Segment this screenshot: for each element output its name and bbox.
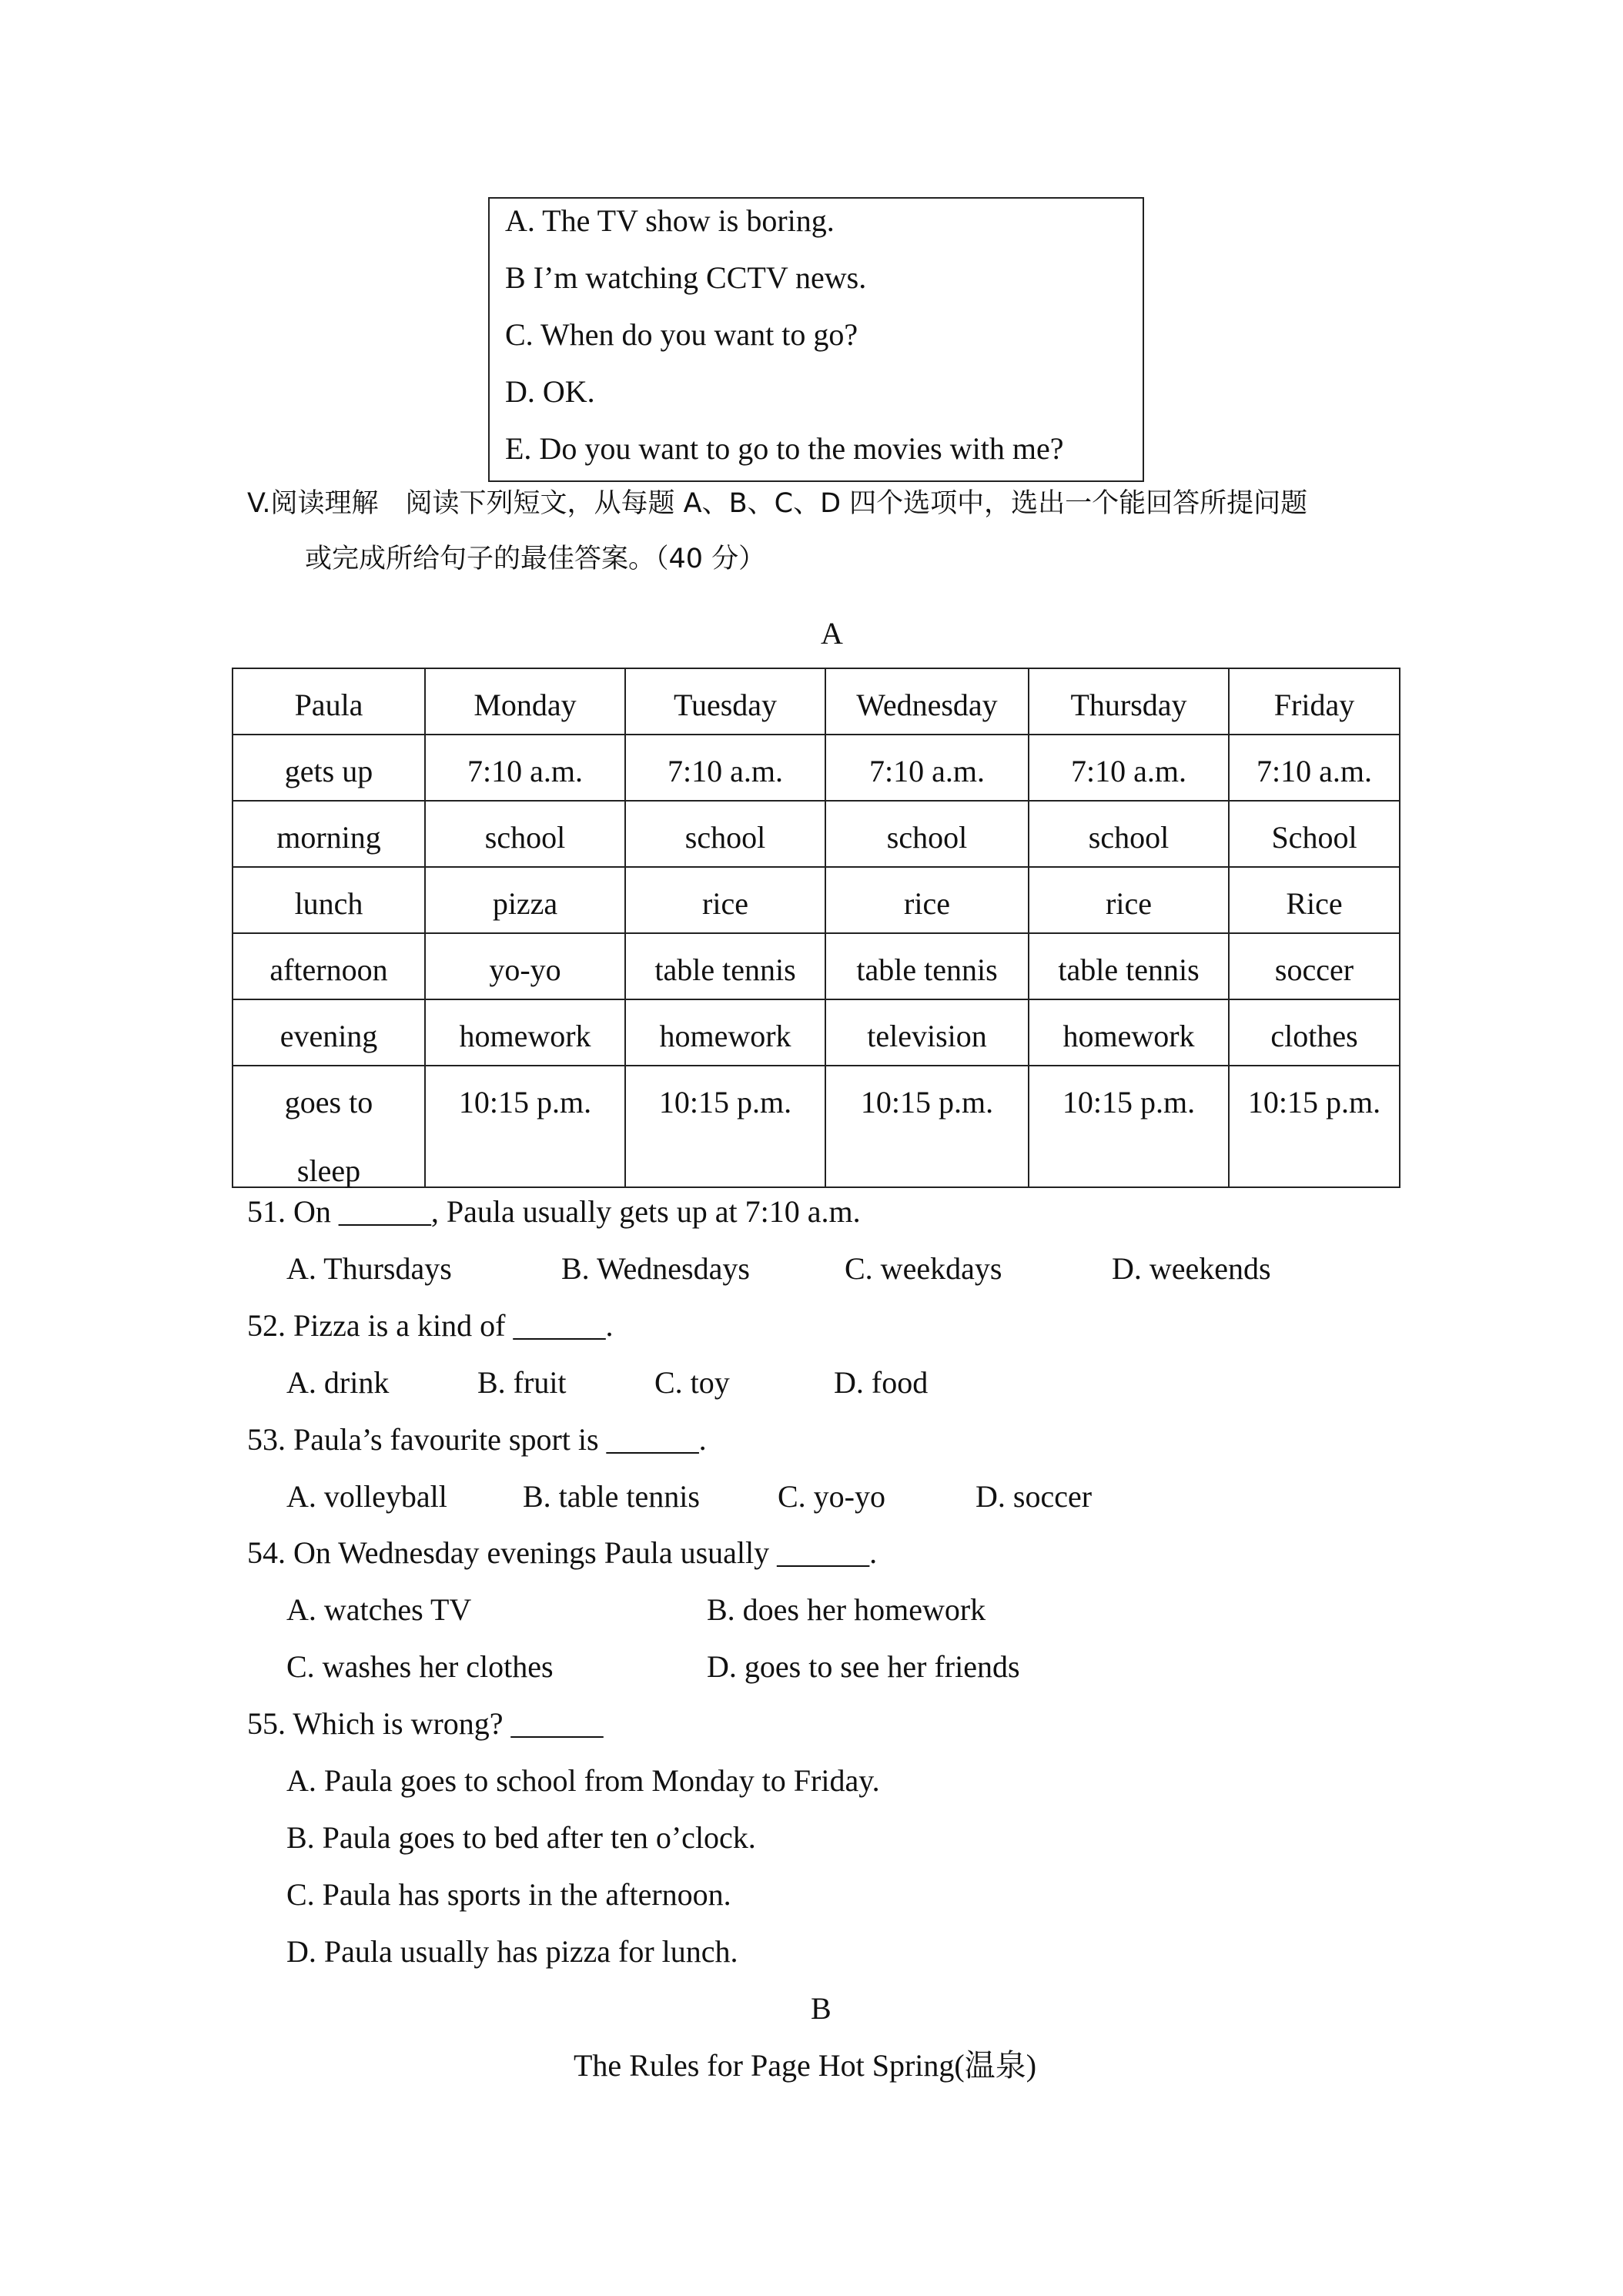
table-cell: School: [1229, 801, 1400, 867]
table-cell: 10:15 p.m.: [1229, 1066, 1400, 1187]
table-row: [233, 933, 1400, 999]
table-cell: morning: [233, 801, 425, 867]
passage-b-label: B: [811, 1991, 832, 2026]
question-53-option-c: C. yo-yo: [778, 1479, 885, 1514]
box-option-c: C. When do you want to go?: [505, 317, 858, 352]
question-52-option-d: D. food: [834, 1365, 929, 1400]
question-54-option-c: C. washes her clothes: [286, 1649, 554, 1684]
question-53-option-a: A. volleyball: [286, 1479, 447, 1514]
table-cell: school: [1029, 801, 1229, 867]
table-row: [233, 999, 1400, 1066]
answer-options-box: [488, 197, 1144, 482]
question-55-option-d: D. Paula usually has pizza for lunch.: [286, 1934, 738, 1969]
schedule-table: [232, 668, 1400, 1188]
question-52-stem: 52. Pizza is a kind of ______.: [247, 1308, 614, 1343]
box-option-a: A. The TV show is boring.: [505, 203, 835, 238]
table-cell: Rice: [1229, 867, 1400, 933]
question-54-option-d: D. goes to see her friends: [707, 1649, 1020, 1684]
table-row: [233, 735, 1400, 801]
table-cell: school: [425, 801, 625, 867]
section-heading-line2: 或完成所给句子的最佳答案。（40 分）: [305, 544, 766, 574]
table-cell: 10:15 p.m.: [625, 1066, 825, 1187]
question-55-stem: 55. Which is wrong? ______: [247, 1706, 604, 1741]
table-cell: afternoon: [233, 933, 425, 999]
question-55-option-c: C. Paula has sports in the afternoon.: [286, 1877, 731, 1912]
table-header-cell: Monday: [425, 668, 625, 735]
table-cell: television: [825, 999, 1029, 1066]
question-53-option-d: D. soccer: [975, 1479, 1093, 1514]
table-cell: 7:10 a.m.: [1229, 735, 1400, 801]
table-cell: school: [825, 801, 1029, 867]
section-heading-line1: V.阅读理解 阅读下列短文，从每题 A、B、C、D 四个选项中，选出一个能回答所提问题: [247, 488, 1308, 519]
table-header-cell: Tuesday: [625, 668, 825, 735]
box-option-b: B I’m watching CCTV news.: [505, 260, 867, 295]
question-51-stem: 51. On ______, Paula usually gets up at 7:10 a.m.: [247, 1194, 861, 1229]
table-cell: 10:15 p.m.: [1029, 1066, 1229, 1187]
table-cell: table tennis: [1029, 933, 1229, 999]
table-cell: 10:15 p.m.: [425, 1066, 625, 1187]
passage-b-title: The Rules for Page Hot Spring(温泉): [574, 2048, 1037, 2083]
passage-a-label: A: [821, 616, 843, 651]
table-cell-second-line: sleep: [296, 1153, 361, 1188]
question-51-option-d: D. weekends: [1112, 1251, 1271, 1286]
question-54-option-b: B. does her homework: [707, 1592, 986, 1627]
table-cell: homework: [625, 999, 825, 1066]
box-option-d: D. OK.: [505, 374, 595, 409]
question-55-option-a: A. Paula goes to school from Monday to Friday.: [286, 1763, 880, 1798]
table-row: [233, 801, 1400, 867]
question-52-option-c: C. toy: [654, 1365, 730, 1400]
table-cell: goes to sleep: [233, 1066, 425, 1187]
question-52-option-b: B. fruit: [477, 1365, 567, 1400]
question-53-option-b: B. table tennis: [523, 1479, 700, 1514]
box-option-e: E. Do you want to go to the movies with me?: [505, 431, 1064, 466]
table-cell: 7:10 a.m.: [425, 735, 625, 801]
table-cell: soccer: [1229, 933, 1400, 999]
table-row: [233, 867, 1400, 933]
table-header-cell: Paula: [233, 668, 425, 735]
table-cell: lunch: [233, 867, 425, 933]
table-cell: rice: [1029, 867, 1229, 933]
table-cell: table tennis: [825, 933, 1029, 999]
table-cell: school: [625, 801, 825, 867]
table-cell: homework: [1029, 999, 1229, 1066]
table-header-cell: Wednesday: [825, 668, 1029, 735]
table-header-cell: Thursday: [1029, 668, 1229, 735]
table-cell: clothes: [1229, 999, 1400, 1066]
question-53-stem: 53. Paula’s favourite sport is ______.: [247, 1422, 707, 1457]
question-51-option-a: A. Thursdays: [286, 1251, 452, 1286]
question-52-option-a: A. drink: [286, 1365, 390, 1400]
table-cell: 7:10 a.m.: [825, 735, 1029, 801]
table-cell: rice: [825, 867, 1029, 933]
table-cell: rice: [625, 867, 825, 933]
table-header-row: [233, 668, 1400, 735]
table-cell: 7:10 a.m.: [1029, 735, 1229, 801]
table-cell: gets up: [233, 735, 425, 801]
table-cell: homework: [425, 999, 625, 1066]
table-cell: 7:10 a.m.: [625, 735, 825, 801]
table-cell: evening: [233, 999, 425, 1066]
table-header-cell: Friday: [1229, 668, 1400, 735]
question-54-option-a: A. watches TV: [286, 1592, 472, 1627]
table-cell: yo-yo: [425, 933, 625, 999]
question-54-stem: 54. On Wednesday evenings Paula usually ______.: [247, 1535, 878, 1570]
question-51-option-c: C. weekdays: [845, 1251, 1002, 1286]
table-cell: pizza: [425, 867, 625, 933]
question-51-option-b: B. Wednesdays: [561, 1251, 750, 1286]
table-cell: table tennis: [625, 933, 825, 999]
table-cell: 10:15 p.m.: [825, 1066, 1029, 1187]
table-row: [233, 1066, 1400, 1187]
question-55-option-b: B. Paula goes to bed after ten o’clock.: [286, 1820, 756, 1855]
